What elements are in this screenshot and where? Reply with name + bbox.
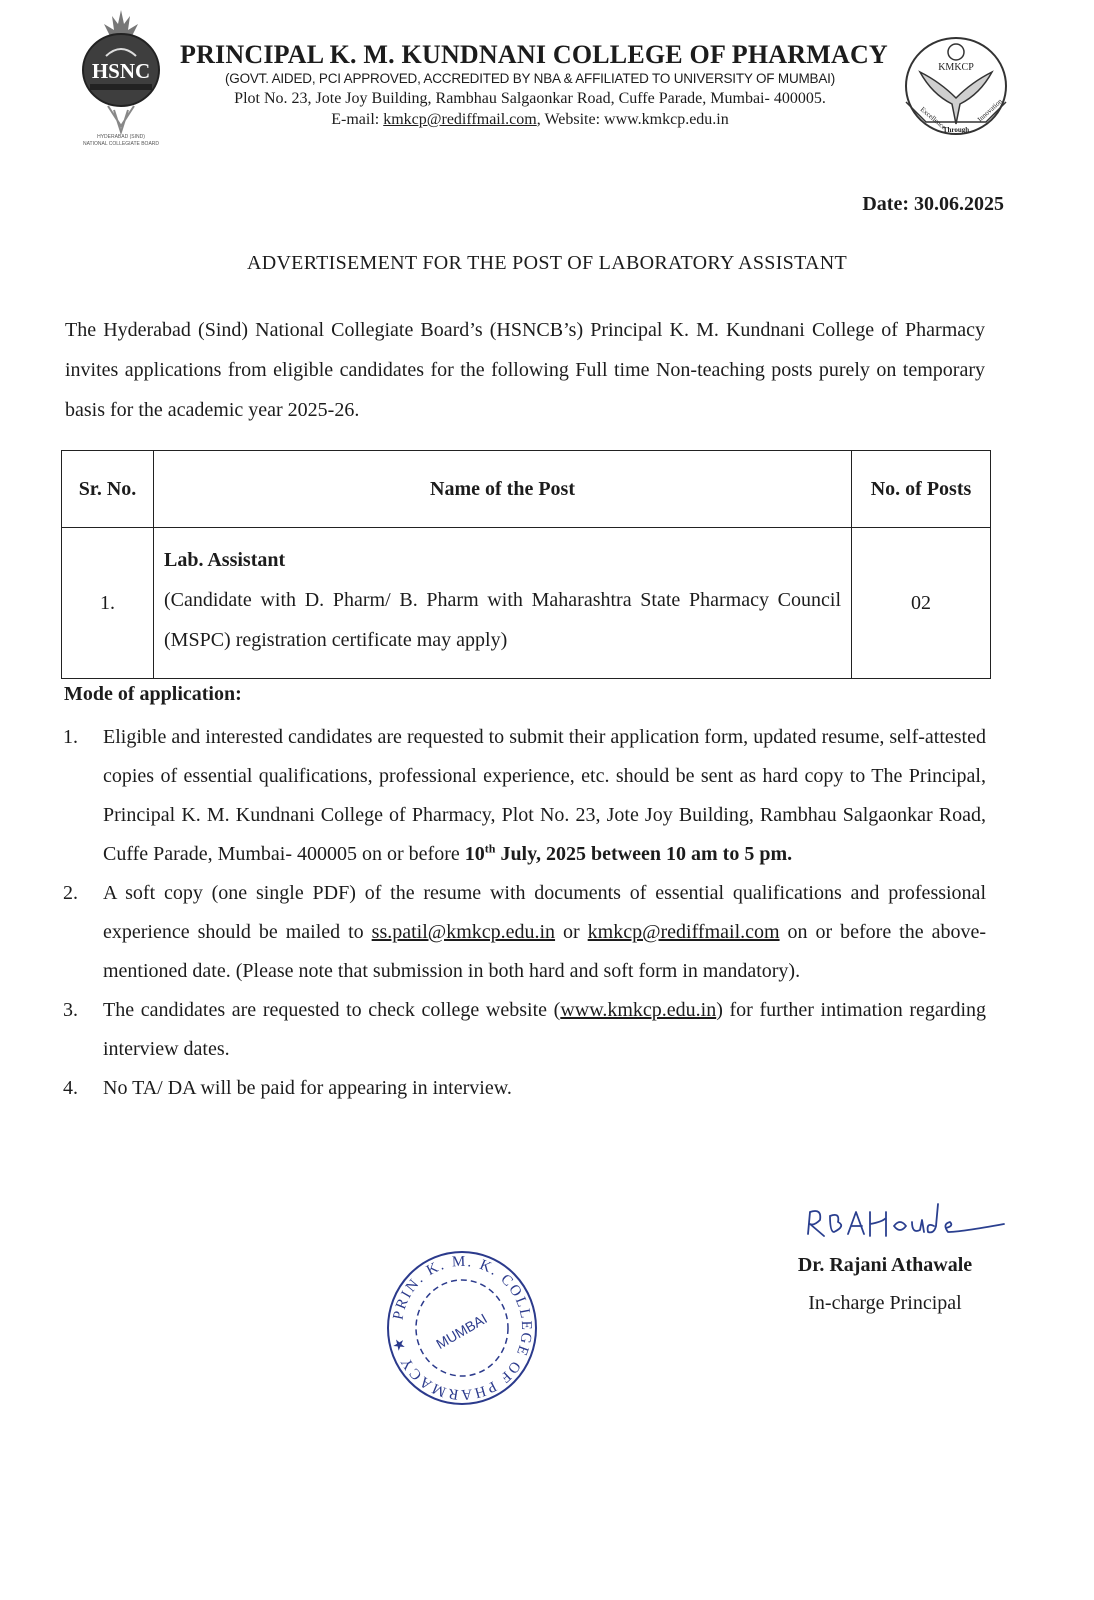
list-number: 2. xyxy=(63,882,78,904)
post-name: Lab. Assistant xyxy=(164,549,286,571)
item-2-text-b: or xyxy=(555,921,588,943)
svg-text:KMKCP: KMKCP xyxy=(938,62,974,73)
website-link-list[interactable]: www.kmkcp.edu.in xyxy=(560,999,717,1021)
college-name: PRINCIPAL K. M. KUNDNANI COLLEGE OF PHARMACY xyxy=(180,40,888,69)
list-number: 1. xyxy=(63,726,78,748)
header-sr-no: Sr. No. xyxy=(62,451,154,528)
document-date: Date: 30.06.2025 xyxy=(862,193,1004,215)
svg-text:HSNC: HSNC xyxy=(91,59,151,83)
svg-text:PRIN. K. M. K. COLLEGE OF PHAR: PRIN. K. M. K. COLLEGE OF PHARMACY ★ xyxy=(390,1253,535,1403)
item-1-text: Eligible and interested candidates are requested to submit their application form, updated resume, self-attested copies of essential qualifications, professional experience, etc. should be sent as hard copy to The Principal, Principal K. M. Kundnani College of Pharmacy, Plot No. 23, Jote Joy Building, Rambhau Salgaonkar Road, Cuffe Parade, Mumbai- 400005 on or before xyxy=(103,726,986,865)
svg-text:NATIONAL COLLEGIATE BOARD: NATIONAL COLLEGIATE BOARD xyxy=(82,141,160,146)
cell-post-count: 02 xyxy=(852,528,991,679)
item-3-text-a: The candidates are requested to check college website ( xyxy=(103,999,561,1021)
cell-sr-no: 1. xyxy=(62,528,154,679)
mode-heading: Mode of application: xyxy=(64,683,242,705)
list-text xyxy=(103,991,986,1069)
list-text xyxy=(103,718,986,874)
list-text xyxy=(103,874,986,991)
email-link-rediff[interactable]: kmkcp@rediffmail.com xyxy=(587,921,780,943)
item-2-text-a: A soft copy (one single PDF) of the resume with documents of essential qualifications and professional experience should be mailed to xyxy=(103,882,986,943)
list-text: No TA/ DA will be paid for appearing in interview. xyxy=(103,1077,512,1099)
header-no-of-posts: No. of Posts xyxy=(852,451,991,528)
list-item xyxy=(60,718,986,874)
deadline-suffix: th xyxy=(484,841,496,856)
signatory-role: In-charge Principal xyxy=(808,1292,962,1314)
signature-icon xyxy=(800,1196,1010,1246)
svg-text:HYDERABAD (SIND): HYDERABAD (SIND) xyxy=(97,134,145,140)
mode-list xyxy=(60,718,986,1108)
list-item xyxy=(60,991,986,1069)
intro-paragraph: The Hyderabad (Sind) National Collegiate Board’s (HSNCB’s) Principal K. M. Kundnani College of Pharmacy invites applications from eligible candidates for the following Full time Non-teaching posts purely on temporary basis for the academic year 2025-26. xyxy=(65,319,985,421)
advertisement-title: ADVERTISEMENT FOR THE POST OF LABORATORY ASSISTANT xyxy=(246,252,848,274)
letterhead xyxy=(180,40,888,130)
list-number: 3. xyxy=(63,999,78,1021)
website-link[interactable]: www.kmkcp.edu.in xyxy=(604,111,729,128)
table-row xyxy=(62,528,991,679)
cell-post xyxy=(154,528,852,679)
list-item xyxy=(60,1069,986,1108)
svg-text:Excellence: Excellence xyxy=(918,105,948,132)
item-3-text-b: ) for further intimation regarding interview dates. xyxy=(103,999,986,1060)
hsnc-logo-icon xyxy=(78,6,164,146)
contact-line xyxy=(180,109,880,130)
svg-text:Through: Through xyxy=(942,126,970,134)
email-link-patil[interactable]: ss.patil@kmkcp.edu.in xyxy=(371,921,556,943)
header-post-name: Name of the Post xyxy=(154,451,852,528)
svg-text:Innovation: Innovation xyxy=(975,97,1004,124)
post-eligibility: (Candidate with D. Pharm/ B. Pharm with Maharashtra State Pharmacy Council (MSPC) registration certificate may apply) xyxy=(164,589,841,651)
kmkcp-logo-icon xyxy=(900,32,1012,144)
website-label: , Website: xyxy=(536,111,605,128)
list-item xyxy=(60,874,986,991)
deadline xyxy=(465,843,792,865)
table-header-row xyxy=(62,451,991,528)
deadline-rest: July, 2025 between 10 am to 5 pm. xyxy=(495,843,793,865)
item-2-text-c: on or before the above-mentioned date. (Please note that submission in both hard and soft form in mandatory). xyxy=(103,921,986,982)
college-seal-icon xyxy=(384,1248,540,1408)
email-link[interactable]: kmkcp@rediffmail.com xyxy=(383,111,537,128)
svg-text:MUMBAI: MUMBAI xyxy=(433,1310,490,1353)
email-label: E-mail: xyxy=(331,111,384,128)
signatory-block xyxy=(760,1252,1010,1316)
college-affiliation: (GOVT. AIDED, PCI APPROVED, ACCREDITED BY NBA & AFFILIATED TO UNIVERSITY OF MUMBAI) xyxy=(224,71,836,86)
deadline-day: 10 xyxy=(464,843,485,865)
college-address: Plot No. 23, Jote Joy Building, Rambhau Salgaonkar Road, Cuffe Parade, Mumbai- 400005. xyxy=(234,90,826,107)
signatory-name: Dr. Rajani Athawale xyxy=(797,1254,973,1276)
posts-table xyxy=(61,450,991,679)
list-number: 4. xyxy=(63,1077,78,1099)
